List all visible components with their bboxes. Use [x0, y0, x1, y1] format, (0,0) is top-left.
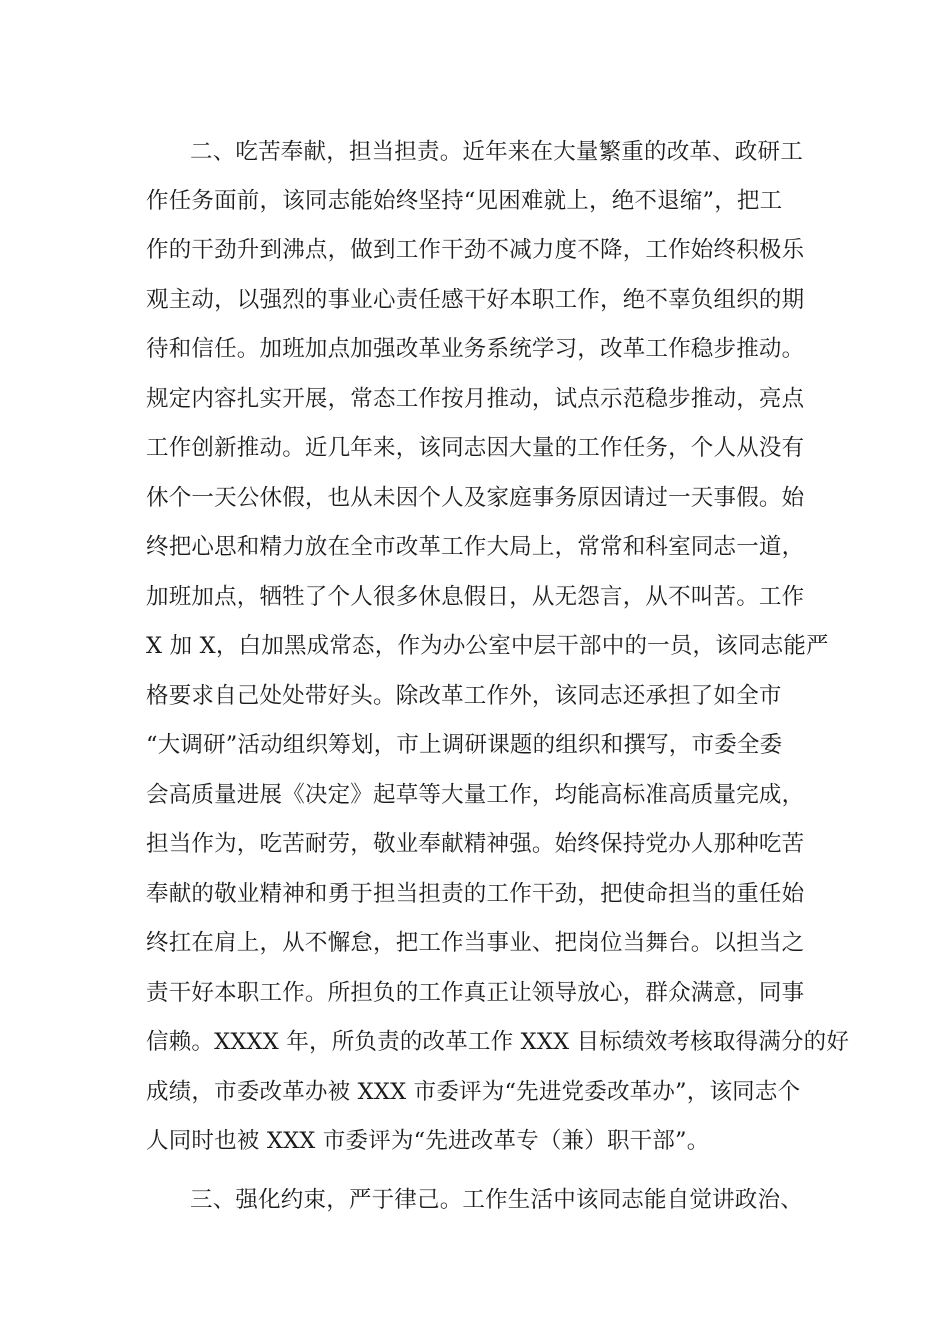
- paragraph-2-line: 终把心思和精力放在全市改革工作大局上，常常和科室同志一道，: [146, 534, 805, 560]
- paragraph-2-line: 作的干劲升到沸点，做到工作干劲不减力度不降，工作始终积极乐: [146, 237, 805, 263]
- paragraph-2-line: 观主动，以强烈的事业心责任感干好本职工作，绝不辜负组织的期: [146, 287, 805, 313]
- paragraph-2-line: 规定内容扎实开展，常态工作按月推动，试点示范稳步推动，亮点: [146, 386, 805, 412]
- paragraph-2-line: 会高质量进展《决定》起草等大量工作，均能高标准高质量完成，: [146, 782, 805, 808]
- paragraph-2-line: 成绩，市委改革办被 XXX 市委评为“先进党委改革办”，该同志个: [146, 1079, 801, 1105]
- paragraph-2-line: 工作创新推动。近几年来，该同志因大量的工作任务，个人从没有: [146, 435, 805, 461]
- paragraph-2-line: 作任务面前，该同志能始终坚持“见困难就上，绝不退缩”，把工: [146, 188, 783, 214]
- paragraph-2-line: 格要求自己处处带好头。除改革工作外，该同志还承担了如全市: [146, 683, 782, 709]
- paragraph-2-line: 终扛在肩上，从不懈怠，把工作当事业、把岗位当舞台。以担当之: [146, 930, 805, 956]
- paragraph-2-line: 休个一天公休假，也从未因个人及家庭事务原因请过一天事假。始: [146, 485, 805, 511]
- paragraph-2-line: 信赖。XXXX 年，所负责的改革工作 XXX 目标绩效考核取得满分的好: [146, 1029, 850, 1055]
- paragraph-2-line: 二、吃苦奉献，担当担责。近年来在大量繁重的改革、政研工: [190, 139, 803, 165]
- paragraph-2-line: 加班加点，牺牲了个人很多休息假日，从无怨言，从不叫苦。工作: [146, 584, 805, 610]
- paragraph-2-line: X 加 X，白加黑成常态，作为办公室中层干部中的一员，该同志能严: [146, 633, 829, 659]
- paragraph-2-line: 奉献的敬业精神和勇于担当担责的工作干劲，把使命担当的重任始: [146, 881, 805, 907]
- paragraph-2-line: 责干好本职工作。所担负的工作真正让领导放心，群众满意，同事: [146, 980, 805, 1006]
- paragraph-2-line: 待和信任。加班加点加强改革业务系统学习，改革工作稳步推动。: [146, 336, 805, 362]
- paragraph-2-line: 担当作为，吃苦耐劳，敬业奉献精神强。始终保持党办人那种吃苦: [146, 831, 805, 857]
- paragraph-2-line: 人同时也被 XXX 市委评为“先进改革专（兼）职干部”。: [146, 1128, 710, 1154]
- paragraph-2-line: “大调研”活动组织筹划，市上调研课题的组织和撰写，市委全委: [146, 732, 783, 758]
- paragraph-3-line: 三、强化约束，严于律己。工作生活中该同志能自觉讲政治、: [190, 1187, 803, 1213]
